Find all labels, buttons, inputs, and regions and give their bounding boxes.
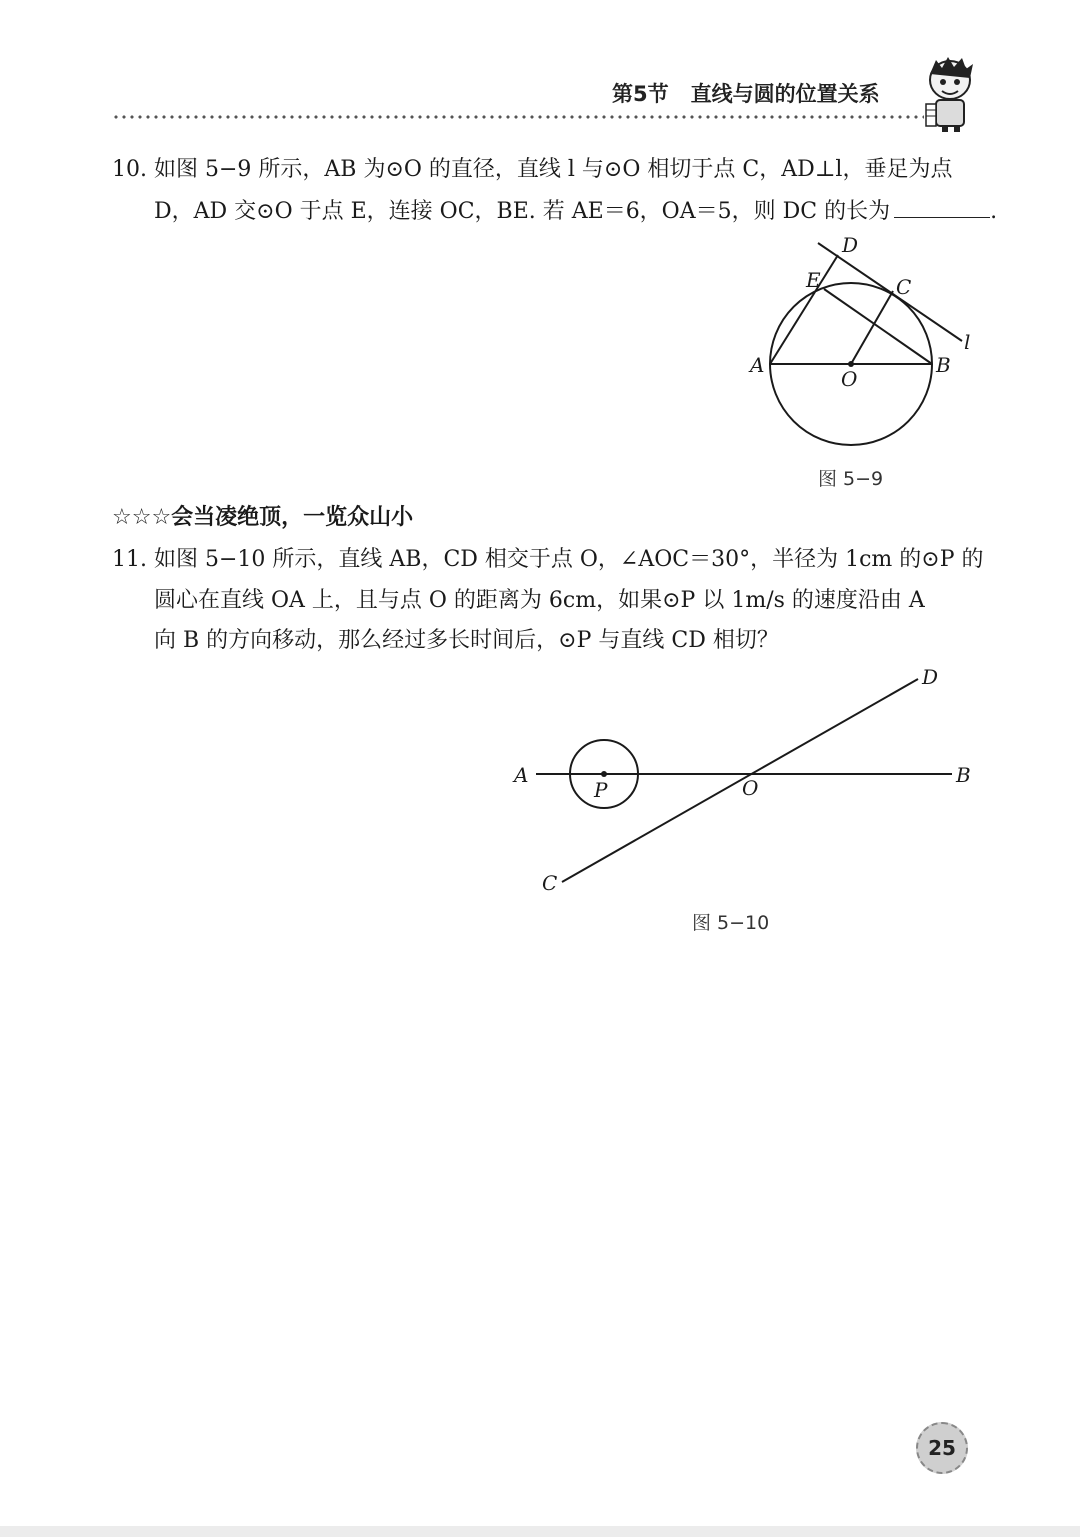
label-c: C: [542, 871, 558, 895]
bottom-edge: [0, 1526, 1080, 1537]
label-a: A: [750, 353, 765, 377]
label-b: B: [936, 353, 951, 377]
problem-11-line-1: 11. 如图 5−10 所示，直线 AB，CD 相交于点 O，∠AOC＝30°，半径为 1cm 的⊙P 的: [112, 547, 984, 572]
label-e: E: [806, 268, 821, 292]
page-number: 25: [928, 1436, 956, 1460]
label-p: P: [594, 778, 608, 802]
problem-10-line-2-text: D，AD 交⊙O 于点 E，连接 OC，BE. 若 AE＝6，OA＝5，则 DC 的长为: [154, 199, 891, 224]
label-d: D: [922, 665, 939, 689]
center-point-p: [601, 771, 607, 777]
figure-5-9-caption: 图 5−9: [818, 468, 884, 490]
label-o: O: [742, 776, 759, 800]
label-d: D: [842, 233, 859, 257]
figure-5-10-caption: 图 5−10: [692, 912, 770, 934]
section-title: 直线与圆的位置关系: [690, 82, 880, 106]
section-number: 第5节: [612, 82, 669, 106]
problem-11-line-3: 向 B 的方向移动，那么经过多长时间后，⊙P 与直线 CD 相切？: [154, 628, 779, 653]
label-b: B: [956, 763, 971, 787]
problem-10-line-1: 10. 如图 5−9 所示，AB 为⊙O 的直径，直线 l 与⊙O 相切于点 C，AD⊥l，垂足为点: [112, 157, 953, 182]
label-a: A: [514, 763, 529, 787]
label-c: C: [896, 275, 912, 299]
page-number-badge: [916, 1422, 968, 1474]
problem-11-line-2: 圆心在直线 OA 上，且与点 O 的距离为 6cm，如果⊙P 以 1m/s 的速度沿由 A: [154, 588, 925, 613]
line-cd: [562, 679, 918, 882]
problem-10-period: .: [990, 199, 998, 224]
label-o: O: [841, 367, 858, 391]
section-heading: ☆☆☆会当凌绝顶，一览众山小: [112, 505, 414, 530]
label-l: l: [964, 330, 971, 354]
